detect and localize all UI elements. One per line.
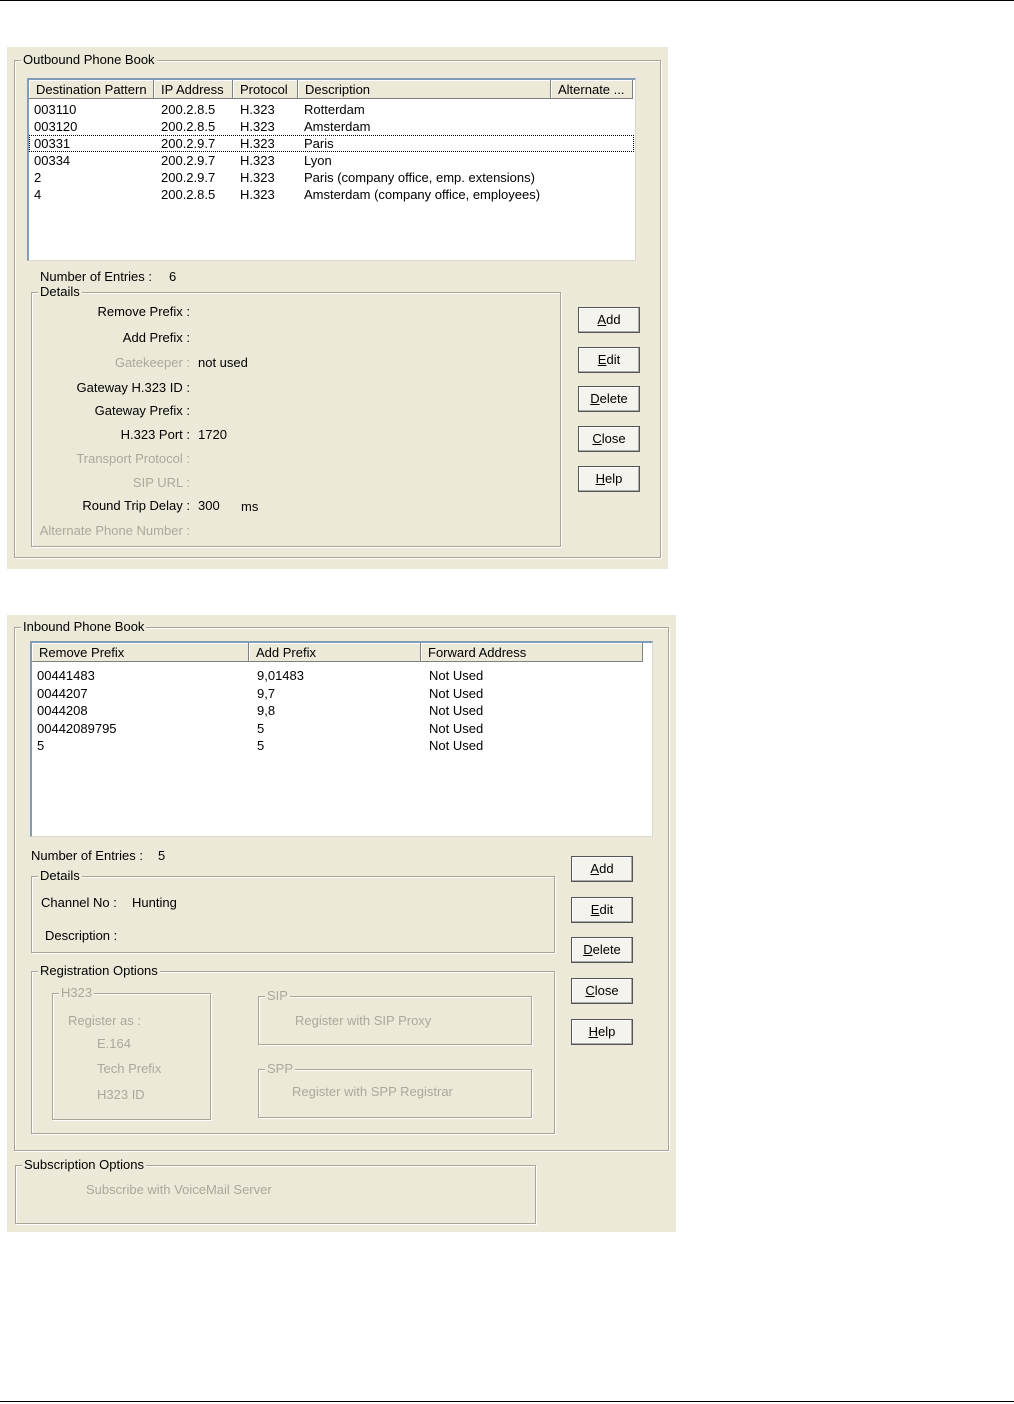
inbound-table-cell: Not Used [429, 668, 484, 683]
outbound-table-cell: H.323 [240, 102, 275, 117]
outbound-table-row[interactable] [29, 152, 634, 169]
inbound-table-cell: 0044207 [37, 685, 88, 701]
subscription-options-title: Subscription Options [24, 1157, 144, 1172]
spp-register-option[interactable]: Register with SPP Registrar [292, 1084, 453, 1099]
inbound-entries-label: Number of Entries : [31, 848, 143, 863]
channel-no-value: Hunting [132, 895, 177, 910]
outbound-column-header[interactable]: Description [298, 80, 551, 99]
inbound-table-cell: Not Used [429, 738, 484, 753]
inbound-column-header[interactable]: Add Prefix [249, 643, 421, 662]
inbound-table-row[interactable] [32, 667, 650, 684]
inbound-table-cell: Not Used [429, 720, 484, 736]
inbound-table-cell: 00442089795 [37, 720, 117, 736]
outbound-entries-count: 6 [169, 269, 177, 284]
outbound-close-button[interactable]: Close [578, 426, 640, 452]
inbound-column-header[interactable]: Remove Prefix [32, 643, 249, 662]
gateway-id-label: Gateway H.323 ID : [76, 380, 190, 395]
gatekeeper-value: not used [198, 355, 248, 370]
outbound-table-cell: 200.2.9.7 [161, 153, 216, 168]
outbound-table-cell: 200.2.8.5 [161, 119, 216, 134]
outbound-table-cell: Amsterdam (company office, employees) [304, 187, 541, 202]
outbound-table-cell: H.323 [240, 153, 275, 168]
inbound-dialog [7, 615, 676, 1232]
outbound-delete-button[interactable]: Delete [578, 386, 640, 412]
outbound-group-title: Outbound Phone Book [23, 52, 155, 67]
inbound-table-cell: 5 [257, 738, 265, 753]
outbound-table-cell: 200.2.9.7 [161, 136, 216, 151]
outbound-table-cell: 003110 [34, 102, 77, 117]
inbound-group-title: Inbound Phone Book [23, 619, 145, 634]
outbound-table-cell: 00331 [34, 136, 71, 151]
outbound-list[interactable] [27, 78, 636, 261]
inbound-details-title: Details [40, 868, 80, 883]
outbound-column-header[interactable]: Alternate ... [551, 80, 633, 99]
gateway-prefix-label: Gateway Prefix : [94, 403, 190, 418]
page-top-rule [0, 0, 1014, 1]
outbound-table-cell: Rotterdam [304, 102, 365, 117]
voicemail-subscribe-option[interactable]: Subscribe with VoiceMail Server [86, 1182, 272, 1197]
description-label: Description : [45, 928, 118, 943]
outbound-column-header[interactable]: Destination Pattern [29, 80, 154, 99]
inbound-table-cell: Not Used [429, 703, 484, 718]
transport-protocol-label: Transport Protocol : [76, 451, 190, 466]
e164-option: E.164 [97, 1036, 131, 1051]
inbound-table-row[interactable] [32, 720, 650, 737]
inbound-table-row[interactable] [32, 737, 650, 754]
outbound-table-cell: 003120 [34, 119, 78, 134]
outbound-column-header[interactable]: IP Address [154, 80, 233, 99]
outbound-table-cell: Paris (company office, emp. extensions) [304, 170, 535, 185]
outbound-table-cell: 4 [34, 187, 42, 202]
inbound-table-cell: 5 [257, 720, 265, 736]
add-prefix-label: Add Prefix : [122, 330, 190, 345]
inbound-close-button[interactable]: Close [571, 978, 633, 1004]
outbound-table-cell: 200.2.8.5 [161, 102, 216, 117]
outbound-table-cell: H.323 [240, 170, 275, 185]
outbound-table-row[interactable] [29, 135, 634, 152]
sip-group-title: SIP [267, 988, 288, 1003]
register-as-label: Register as : [68, 1013, 141, 1028]
h323-port-value: 1720 [198, 427, 227, 442]
channel-no-label: Channel No : [41, 895, 117, 910]
outbound-table-cell: H.323 [240, 187, 275, 202]
outbound-help-button[interactable]: Help [578, 466, 640, 492]
sip-register-option[interactable]: Register with SIP Proxy [295, 1013, 432, 1028]
outbound-table-cell: H.323 [240, 119, 275, 134]
inbound-help-button[interactable]: Help [571, 1019, 633, 1045]
outbound-table-cell: Amsterdam [304, 119, 371, 134]
inbound-delete-button[interactable]: Delete [571, 937, 633, 963]
outbound-dialog [7, 47, 668, 569]
outbound-table-cell: Lyon [304, 153, 332, 168]
outbound-column-header[interactable]: Protocol [233, 80, 298, 99]
inbound-edit-button[interactable]: Edit [571, 897, 633, 923]
inbound-table-cell: 5 [37, 738, 45, 753]
outbound-table-cell: 200.2.8.5 [161, 187, 216, 202]
registration-options-title: Registration Options [40, 963, 158, 978]
tech-prefix-option: Tech Prefix [97, 1061, 162, 1076]
outbound-details-title: Details [40, 284, 80, 299]
round-trip-delay-label: Round Trip Delay : [82, 498, 190, 513]
inbound-add-button[interactable]: Add [571, 856, 633, 882]
inbound-table-cell: Not Used [429, 685, 484, 701]
inbound-list[interactable] [30, 641, 653, 837]
remove-prefix-label: Remove Prefix : [97, 304, 190, 319]
h323-port-label: H.323 Port : [120, 427, 190, 442]
inbound-table-row[interactable] [32, 685, 650, 702]
round-trip-delay-value: 300 [198, 498, 220, 513]
outbound-table-cell: H.323 [240, 136, 275, 151]
h323-id-option: H323 ID [97, 1087, 145, 1102]
inbound-table-cell: 9,8 [257, 703, 276, 718]
inbound-table-cell: 9,01483 [257, 668, 304, 683]
outbound-edit-button[interactable]: Edit [578, 347, 640, 373]
outbound-table-row[interactable] [29, 101, 634, 118]
outbound-table-row[interactable] [29, 186, 634, 203]
gatekeeper-label: Gatekeeper : [114, 355, 190, 370]
inbound-table-cell: 0044208 [37, 703, 88, 718]
inbound-entries-count: 5 [158, 848, 166, 863]
outbound-table-row[interactable] [29, 169, 634, 186]
h323-group-title: H323 [61, 985, 93, 1000]
inbound-table-cell: 9,7 [257, 685, 276, 701]
sip-url-label: SIP URL : [132, 475, 190, 490]
page-bottom-rule [0, 1401, 1014, 1402]
outbound-add-button[interactable]: Add [578, 307, 640, 333]
outbound-table-cell: 200.2.9.7 [161, 170, 216, 185]
outbound-table-cell: 2 [34, 170, 42, 185]
outbound-entries-label: Number of Entries : [40, 269, 152, 284]
inbound-table-cell: 00441483 [37, 668, 95, 683]
round-trip-delay-unit: ms [241, 499, 259, 514]
spp-group-title: SPP [267, 1061, 294, 1076]
alternate-phone-label: Alternate Phone Number : [39, 523, 190, 538]
outbound-table-row[interactable] [29, 118, 634, 135]
inbound-table-row[interactable] [32, 702, 650, 719]
outbound-table-cell: 00334 [34, 153, 71, 168]
inbound-column-header[interactable]: Forward Address [421, 643, 643, 662]
outbound-table-cell: Paris [304, 136, 334, 151]
